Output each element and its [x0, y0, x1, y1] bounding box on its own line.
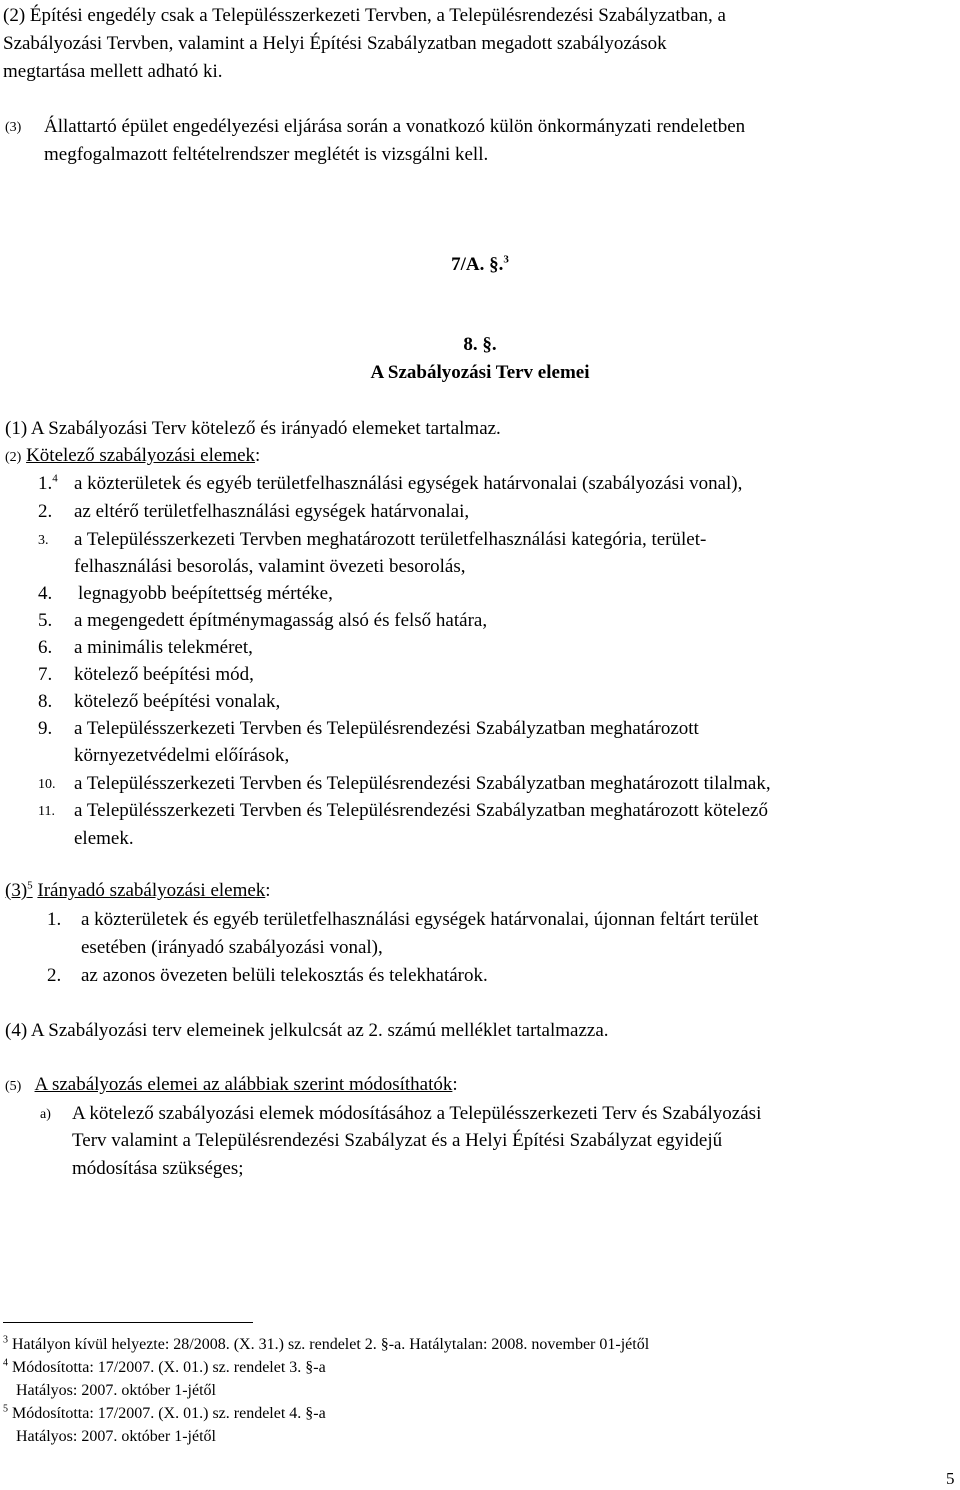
list-number: 1. — [47, 909, 62, 930]
guiding-elements-heading: $(3)^5$ Irányadó szabályozási elemek: — [5, 879, 271, 901]
list-item: kötelező beépítési vonalak, — [74, 691, 281, 712]
list-number: 2. — [38, 501, 53, 522]
list-number: 8. — [38, 691, 53, 712]
list-item: esetében (irányadó szabályozási vonal), — [81, 937, 383, 958]
list-number: 9. — [38, 718, 53, 739]
section-heading-8: 8. §. — [463, 334, 497, 355]
list-item: a Településszerkezeti Tervben és Településrendezési Szabályzatban meghatározott tilalmak, — [74, 773, 771, 794]
intro-line: megtartása mellett adható ki. — [3, 61, 223, 82]
item-label: a) — [40, 1107, 51, 1122]
list-item: a Településszerkezeti Tervben és Településrendezési Szabályzatban meghatározott — [74, 718, 699, 739]
list-item: felhasználási besorolás, valamint övezeti besorolás, — [74, 556, 466, 577]
paragraph-1: (1) A Szabályozási Terv kötelező és irányadó elemeket tartalmaz. — [5, 418, 501, 439]
paragraph-line: megfogalmazott feltételrendszer meglétét is vizsgálni kell. — [44, 144, 489, 165]
footnote: $^3$ Hatályon kívül helyezte: 28/2008. (X. 31.) sz. rendelet 2. §-a. Hatálytalan: 2008. november 01-jétől — [3, 1334, 650, 1353]
list-number: 3. — [38, 533, 49, 548]
list-number: 11. — [38, 804, 55, 819]
modification-heading: (5) A szabályozás elemei az alábbiak szerint módosíthatók: — [5, 1074, 458, 1095]
list-number: 10. — [38, 777, 56, 792]
footnote: $^4$ Módosította: 17/2007. (X. 01.) sz. rendelet 3. §-a — [3, 1357, 326, 1376]
list-number: 2. — [47, 965, 62, 986]
list-item: legnagyobb beépítettség mértéke, — [78, 583, 333, 604]
section-title: A Szabályozási Terv elemei — [370, 362, 590, 383]
list-item: elemek. — [74, 828, 134, 849]
list-item: a közterületek és egyéb területfelhasználási egységek határvonalai (szabályozási vonal), — [74, 473, 743, 494]
list-number: 5. — [38, 610, 53, 631]
intro-line: Szabályozási Tervben, valamint a Helyi Építési Szabályzatban megadott szabályozások — [3, 33, 667, 54]
list-number: 4. — [38, 583, 53, 604]
page-number: 5 — [946, 1469, 955, 1488]
list-item: az eltérő területfelhasználási egységek határvonalai, — [74, 501, 470, 522]
paragraph-4: (4) A Szabályozási terv elemeinek jelkulcsát az 2. számú melléklet tartalmazza. — [5, 1020, 609, 1041]
paragraph-line: Terv valamint a Településrendezési Szabályzat és a Helyi Építési Szabályzat egyidejű — [72, 1130, 723, 1151]
list-item: kötelező beépítési mód, — [74, 664, 254, 685]
footnote-continuation: Hatályos: 2007. október 1-jétől — [16, 1382, 216, 1399]
list-item: a megengedett építménymagasság alsó és felső határa, — [74, 610, 488, 631]
list-item: környezetvédelmi előírások, — [74, 745, 290, 766]
intro-line: (2) Építési engedély csak a Településszerkezeti Tervben, a Településrendezési Szabályzatban, a — [3, 5, 726, 26]
paragraph-number: $(3)^5$ — [5, 879, 33, 901]
list-number: 7. — [38, 664, 53, 685]
footnote: $^5$ Módosította: 17/2007. (X. 01.) sz. rendelet 4. §-a — [3, 1403, 326, 1422]
paragraph-number: (2) — [5, 450, 22, 465]
paragraph-number: (5) — [5, 1079, 22, 1094]
footnote-continuation: Hatályos: 2007. október 1-jétől — [16, 1428, 216, 1445]
paragraph-line: Állattartó épület engedélyezési eljárása során a vonatkozó külön önkormányzati rendeletben — [44, 116, 746, 137]
section-heading-7a: 7/A. §.$^3$ — [451, 253, 509, 275]
list-item: a közterületek és egyéb területfelhasználási egységek határvonalai, újonnan feltárt terület — [81, 909, 759, 930]
paragraph-line: módosítása szükséges; — [72, 1158, 244, 1179]
list-number: 1.$^4$ — [38, 472, 58, 494]
list-item: a Településszerkezeti Tervben meghatározott területfelhasználási kategória, terület- — [74, 529, 707, 550]
footnote-ref: 3 — [503, 253, 509, 266]
footnote-separator — [3, 1322, 253, 1323]
list-item: az azonos övezeten belüli telekosztás és telekhatárok. — [81, 965, 488, 986]
footnote-ref: 4 — [52, 472, 58, 485]
paragraph-number: (3) — [5, 120, 22, 135]
paragraph-line: A kötelező szabályozási elemek módosításához a Településszerkezeti Terv és Szabályozási — [72, 1103, 762, 1124]
mandatory-elements-heading: (2) Kötelező szabályozási elemek: — [5, 445, 261, 466]
list-number: 6. — [38, 637, 53, 658]
list-item: a Településszerkezeti Tervben és Településrendezési Szabályzatban meghatározott kötelező — [74, 800, 768, 821]
list-item: a minimális telekméret, — [74, 637, 253, 658]
